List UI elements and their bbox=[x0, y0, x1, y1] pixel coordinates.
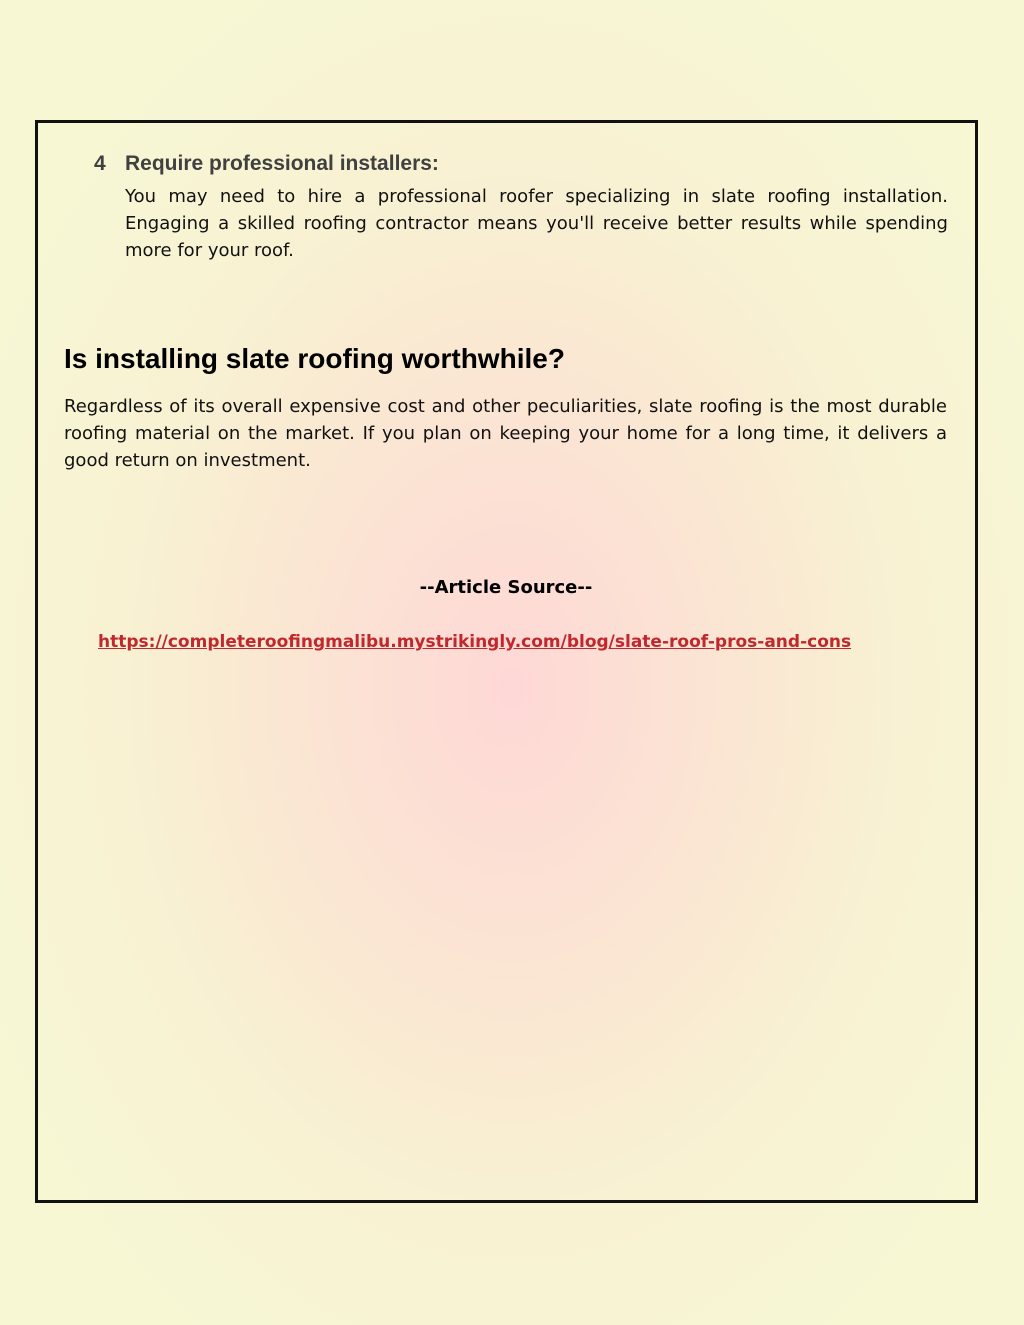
list-item-body: You may need to hire a professional roofer specializing in slate roofing installation. Engaging a skilled roofing contractor means you'll receive better results while spending more for your roof. bbox=[125, 186, 948, 261]
list-item-heading: Require professional installers: bbox=[125, 152, 439, 175]
list-item-number: 4 bbox=[94, 152, 106, 175]
content-frame bbox=[35, 120, 978, 1203]
article-source-label: --Article Source-- bbox=[419, 577, 593, 598]
article-source-link[interactable]: https://completeroofingmalibu.mystrikingly.com/blog/slate-roof-pros-and-cons bbox=[98, 632, 852, 652]
section-heading: Is installing slate roofing worthwhile? bbox=[64, 343, 565, 374]
section-body: Regardless of its overall expensive cost and other peculiarities, slate roofing is the most durable roofing material on the market. If you plan on keeping your home for a long time, it delivers a good return on investment. bbox=[64, 396, 947, 471]
